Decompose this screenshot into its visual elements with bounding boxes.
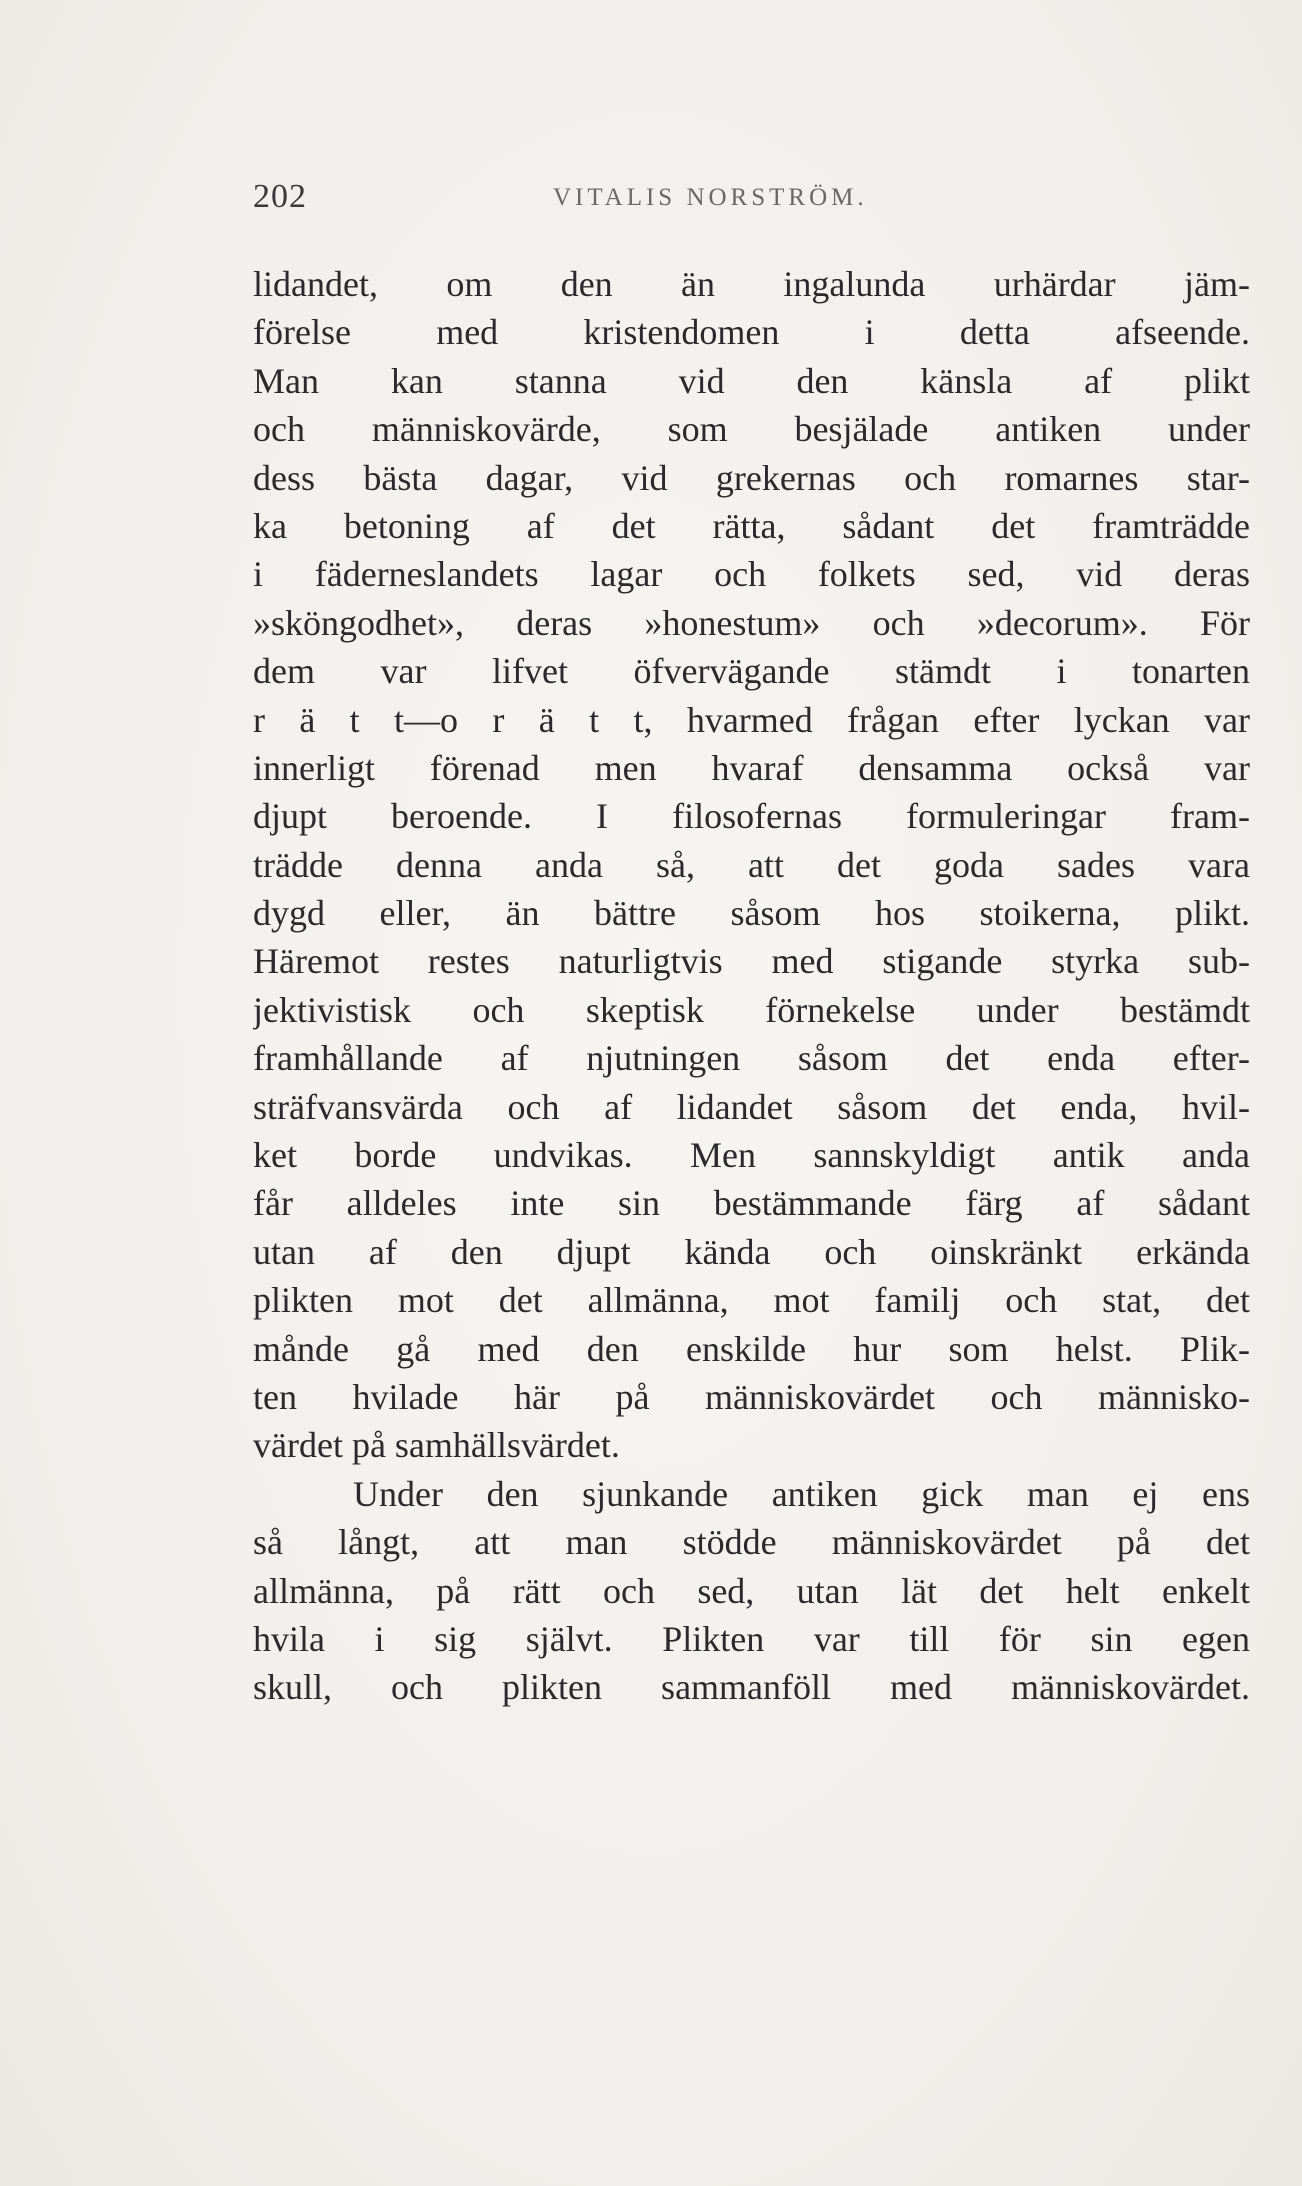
text-line: r ä t t—o r ä t t, hvarmed frågan efter lyckan var: [253, 699, 1250, 740]
text-line: dygd eller, än bättre såsom hos stoikerna, plikt.: [253, 893, 1250, 934]
text-line: »sköngodhet», deras »honestum» och »decorum». För: [253, 602, 1250, 643]
text-line: hvila i sig självt. Plikten var till för sin egen: [253, 1618, 1250, 1659]
paragraph-start-line: Under den sjunkande antiken gick man ej ens: [353, 1473, 1250, 1514]
text-line: jektivistisk och skeptisk förnekelse under bestämdt: [253, 989, 1250, 1030]
text-line: ten hvilade här på människovärdet och människo-: [253, 1376, 1250, 1417]
text-line: lidandet, om den än ingalunda urhärdar jäm-: [253, 264, 1250, 304]
text-line: djupt beroende. I filosofernas formuleringar fram-: [253, 796, 1250, 837]
text-line: dess bästa dagar, vid grekernas och romarnes star-: [253, 457, 1250, 498]
body-text: [253, 260, 1250, 1712]
text-line: Häremot restes naturligtvis med stigande styrka sub-: [253, 941, 1250, 982]
paragraph-end-line: värdet på samhällsvärdet.: [253, 1425, 620, 1466]
text-line: utan af den djupt kända och oinskränkt erkända: [253, 1231, 1250, 1272]
text-line: trädde denna anda så, att det goda sades vara: [253, 844, 1250, 885]
text-line: får alldeles inte sin bestämmande färg af sådant: [253, 1183, 1250, 1224]
text-line: ket borde undvikas. Men sannskyldigt antik anda: [253, 1135, 1250, 1176]
page-number: 202: [253, 178, 307, 215]
page-header: [253, 178, 1253, 228]
text-line: Man kan stanna vid den känsla af plikt: [253, 360, 1250, 401]
text-line: månde gå med den enskilde hur som helst. Plik-: [253, 1328, 1250, 1369]
text-line: förelse med kristendomen i detta afseende.: [253, 312, 1250, 353]
text-line: framhållande af njutningen såsom det enda efter-: [253, 1038, 1250, 1079]
running-head: VITALIS NORSTRÖM.: [553, 184, 868, 211]
text-line: skull, och plikten sammanföll med människovärdet.: [253, 1667, 1250, 1708]
text-line: dem var lifvet öfvervägande stämdt i tonarten: [253, 651, 1250, 692]
text-line: så långt, att man stödde människovärdet på det: [253, 1522, 1250, 1563]
text-line: i fäderneslandets lagar och folkets sed, vid deras: [253, 554, 1250, 595]
text-line: sträfvansvärda och af lidandet såsom det enda, hvil-: [253, 1086, 1250, 1127]
text-line: plikten mot det allmänna, mot familj och stat, det: [253, 1280, 1250, 1321]
text-line: och människovärde, som besjälade antiken under: [253, 409, 1250, 450]
text-line: allmänna, på rätt och sed, utan lät det helt enkelt: [253, 1570, 1250, 1611]
text-line: ka betoning af det rätta, sådant det framträdde: [253, 505, 1250, 546]
text-line: innerligt förenad men hvaraf densamma också var: [253, 747, 1250, 788]
